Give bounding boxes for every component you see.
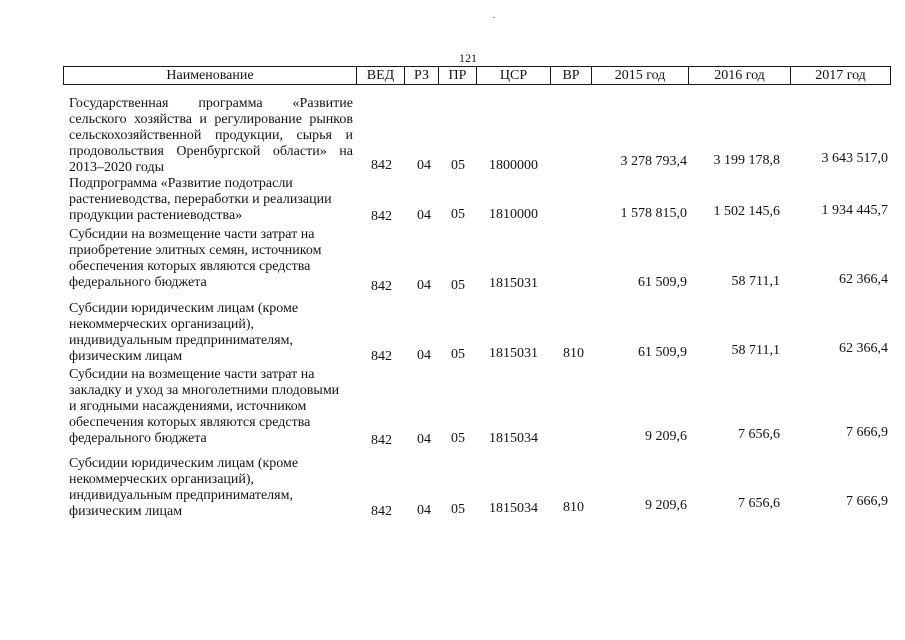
header-2017: 2017 год xyxy=(790,66,891,85)
cell-2016: 7 656,6 xyxy=(738,427,780,442)
cell-csr: 1810000 xyxy=(489,207,538,222)
cell-csr: 1815034 xyxy=(489,431,538,446)
cell-2016: 1 502 145,6 xyxy=(713,204,780,219)
cell-pr: 05 xyxy=(451,431,465,446)
cell-2017: 62 366,4 xyxy=(839,341,888,356)
cell-2015: 1 578 815,0 xyxy=(620,206,687,221)
cell-vr: 810 xyxy=(563,500,584,515)
cell-rz: 04 xyxy=(417,348,431,363)
header-csr: ЦСР xyxy=(476,66,550,85)
cell-rz: 04 xyxy=(417,503,431,518)
cell-2017: 1 934 445,7 xyxy=(821,203,888,218)
row-name: Подпрограмма «Развитие подотрасли растениеводства, переработки и реализации продукции растениеводства» xyxy=(69,176,332,223)
row-name: Субсидии на возмещение части затрат на закладку и уход за многолетними плодовыми и ягодными насаждениями, источником обеспечения которых являются средства федерального бюджета xyxy=(69,367,340,446)
cell-2016: 3 199 178,8 xyxy=(713,153,780,168)
cell-2017: 3 643 517,0 xyxy=(821,151,888,166)
cell-2015: 61 509,9 xyxy=(638,345,687,360)
row-name: Государственная программа «Развитие сельского хозяйства и регулирование рынков сельскохозяйственной продукции, сырья и продовольствия Оренбургской области» на 2013–2020 годы xyxy=(69,96,353,175)
cell-2017: 7 666,9 xyxy=(846,425,888,440)
cell-2016: 7 656,6 xyxy=(738,496,780,511)
cell-pr: 05 xyxy=(451,347,465,362)
cell-csr: 1815031 xyxy=(489,346,538,361)
cell-2016: 58 711,1 xyxy=(731,274,780,289)
header-2016: 2016 год xyxy=(688,66,790,85)
cell-csr: 1800000 xyxy=(489,158,538,173)
cell-2015: 9 209,6 xyxy=(645,429,687,444)
page-number: 121 xyxy=(459,51,477,65)
cell-rz: 04 xyxy=(417,432,431,447)
cell-rz: 04 xyxy=(417,278,431,293)
cell-ved: 842 xyxy=(371,504,392,519)
header-name: Наименование xyxy=(63,66,356,85)
cell-csr: 1815031 xyxy=(489,276,538,291)
cell-2016: 58 711,1 xyxy=(731,343,780,358)
cell-ved: 842 xyxy=(371,279,392,294)
cell-2017: 7 666,9 xyxy=(846,494,888,509)
cell-pr: 05 xyxy=(451,278,465,293)
row-name: Субсидии юридическим лицам (кроме некоммерческих организаций), индивидуальным предпринимателям, физическим лицам xyxy=(69,301,299,364)
cell-pr: 05 xyxy=(451,207,465,222)
cell-ved: 842 xyxy=(371,433,392,448)
cell-ved: 842 xyxy=(371,209,392,224)
cell-rz: 04 xyxy=(417,208,431,223)
cell-2015: 61 509,9 xyxy=(638,275,687,290)
cell-pr: 05 xyxy=(451,502,465,517)
cell-vr: 810 xyxy=(563,346,584,361)
cell-2015: 9 209,6 xyxy=(645,498,687,513)
cell-2017: 62 366,4 xyxy=(839,272,888,287)
cell-ved: 842 xyxy=(371,349,392,364)
header-rz: РЗ xyxy=(404,66,438,85)
cell-2015: 3 278 793,4 xyxy=(620,154,687,169)
cell-ved: 842 xyxy=(371,158,392,173)
header-2015: 2015 год xyxy=(591,66,688,85)
page-mark: · xyxy=(492,10,496,24)
cell-rz: 04 xyxy=(417,158,431,173)
cell-csr: 1815034 xyxy=(489,501,538,516)
row-name: Субсидии на возмещение части затрат на приобретение элитных семян, источником обеспечения которых являются средства федерального бюджета xyxy=(69,227,322,290)
header-pr: ПР xyxy=(438,66,476,85)
header-ved: ВЕД xyxy=(356,66,404,85)
row-name: Субсидии юридическим лицам (кроме некоммерческих организаций), индивидуальным предпринимателям, физическим лицам xyxy=(69,456,299,519)
cell-pr: 05 xyxy=(451,158,465,173)
header-vr: ВР xyxy=(550,66,591,85)
